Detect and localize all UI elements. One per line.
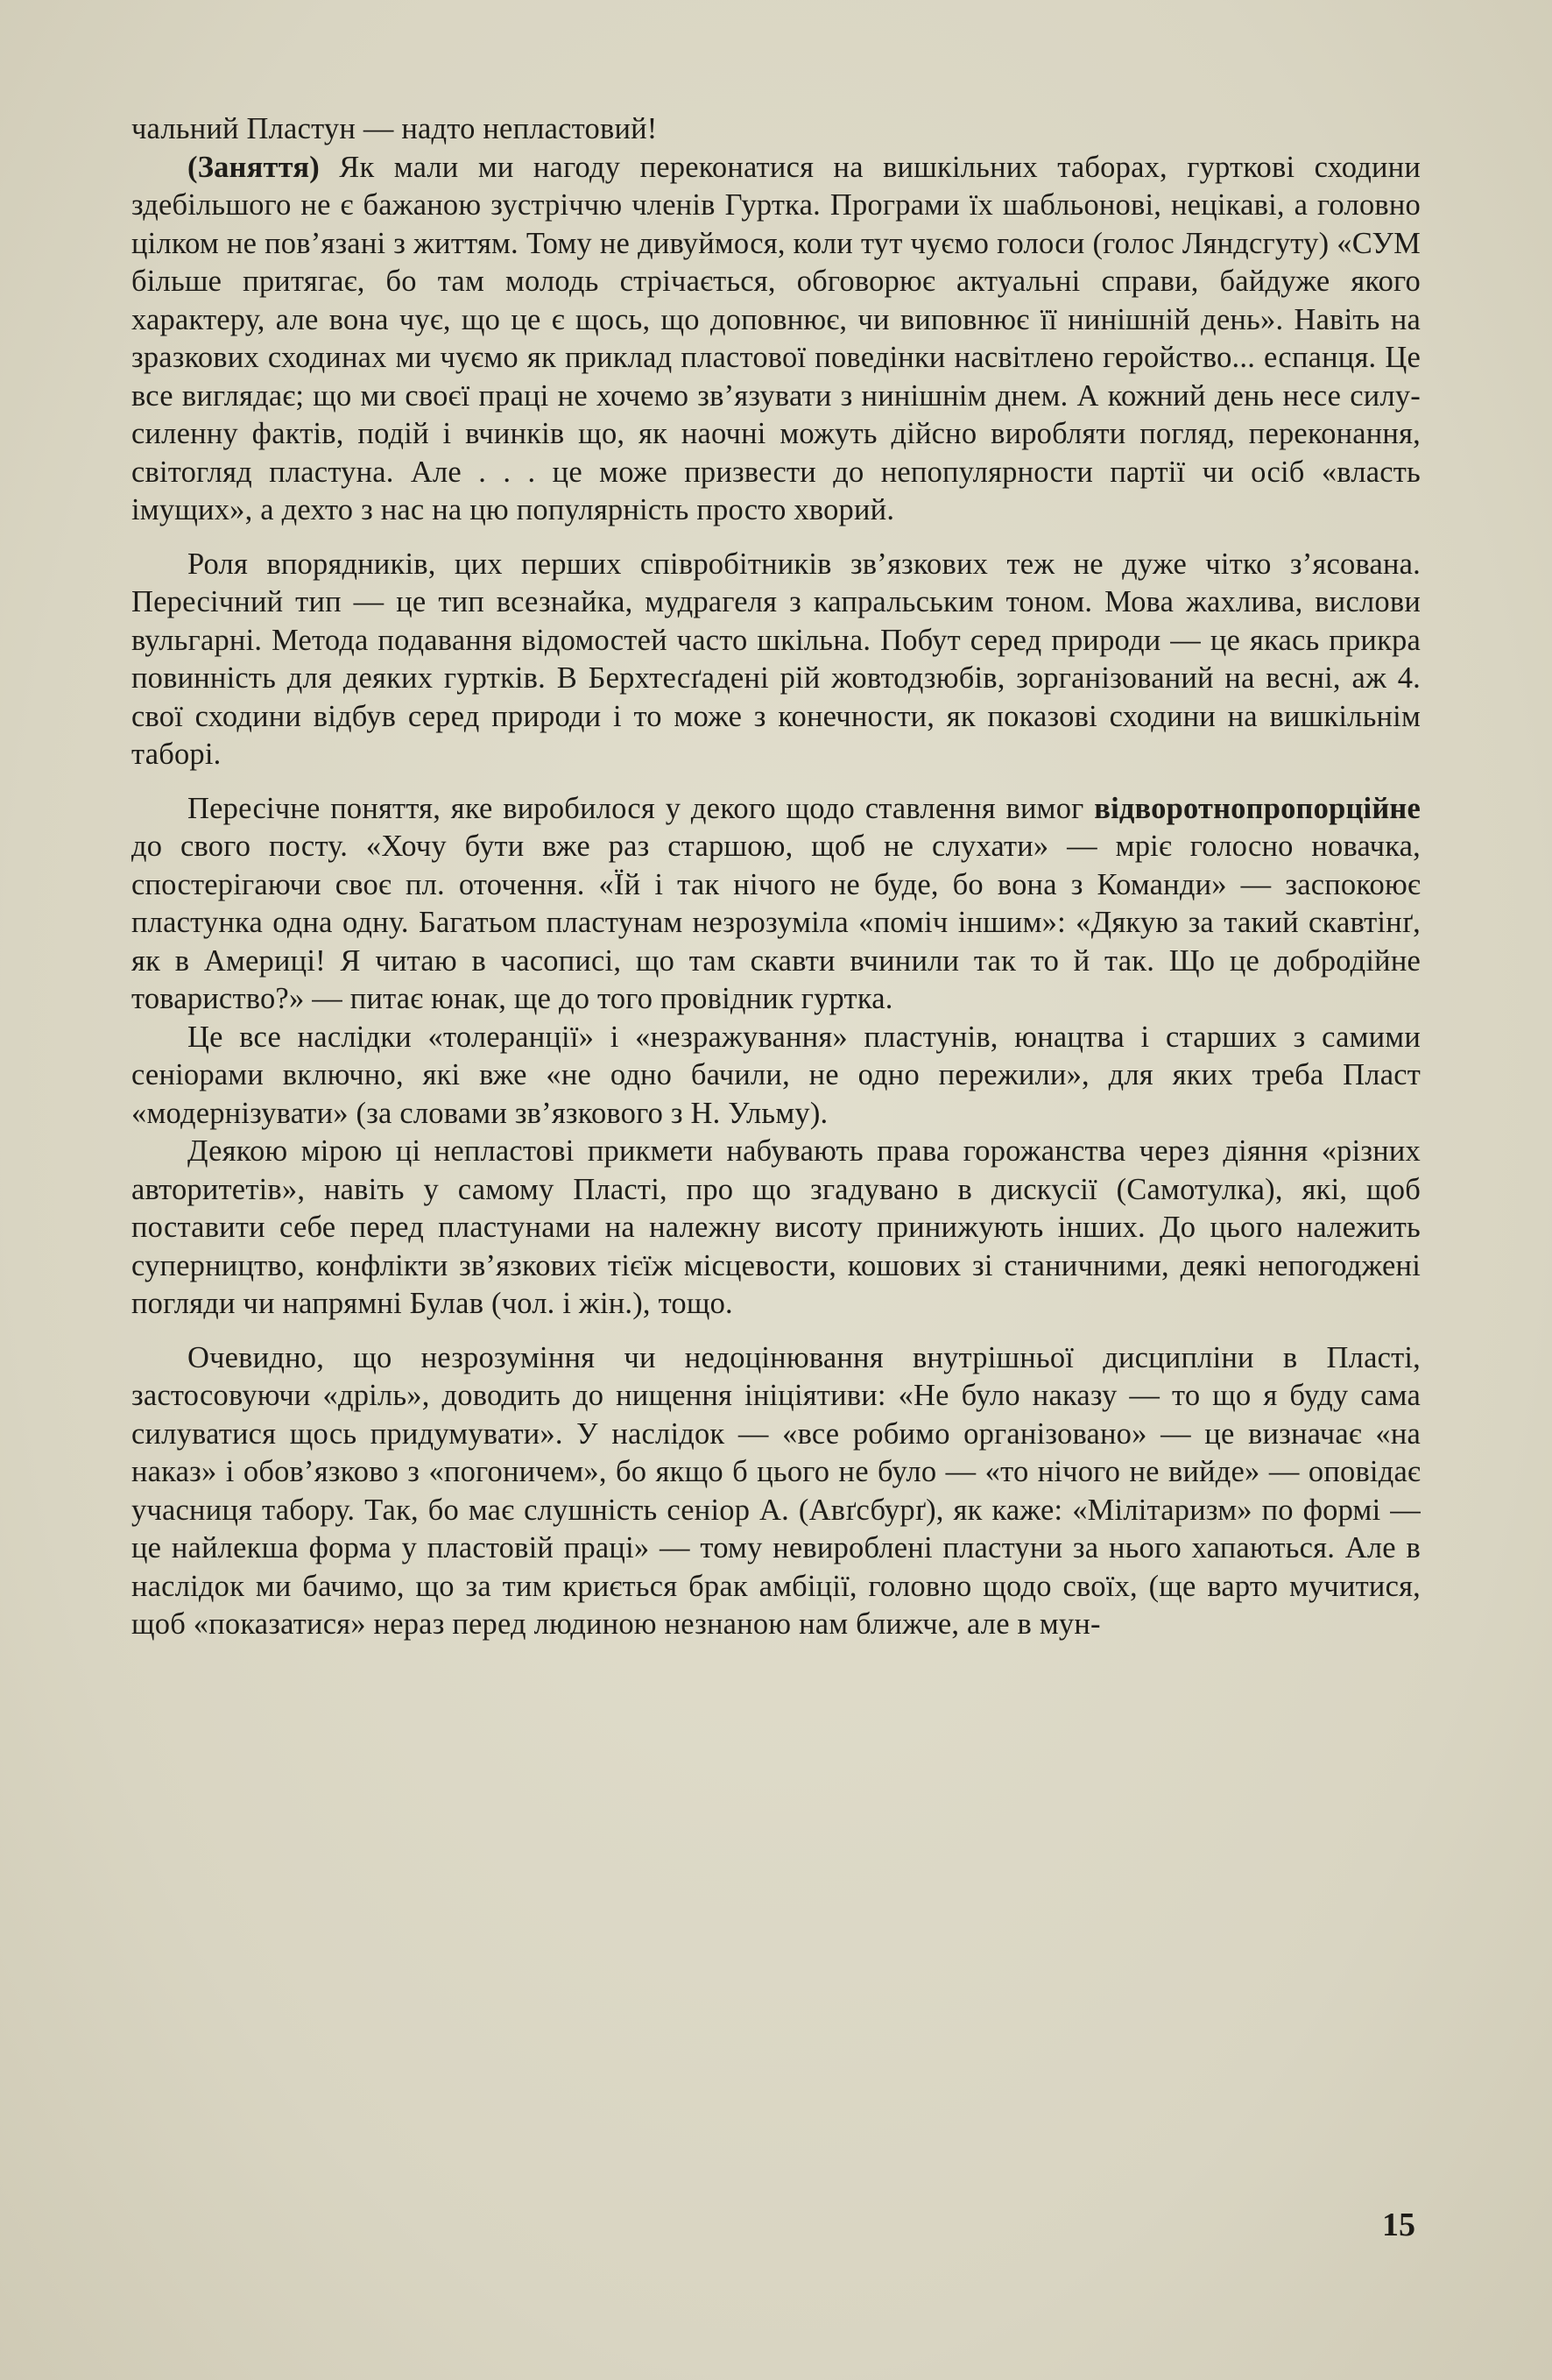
paragraph-7 [131,1339,1421,1644]
paragraph-text: Пересічне поняття, яке виробилося у декого щодо ставлення вимог [187,791,1095,825]
page-number: 15 [1382,2207,1415,2243]
paragraph-text: Роля впорядників, цих перших співробітників зв’язкових теж не дуже чітко з’ясована. Пересічний тип — це тип всезнайка, мудрагеля з капральським тоном. Мова жахлива, вислови вульгарні. Метода подавання відомостей часто шкільна. Побут серед природи — це якась прикра повинність для деяких гуртків. В Берхтесґадені рій жовтодзюбів, зорганізований на весні, аж 4. свої сходини відбув серед природи і то може з конечности, як показові сходини на вишкільнім таборі. [131,547,1421,771]
paragraph-4 [131,790,1421,1019]
paragraph-text: Деякою мірою ці непластові прикмети набувають права горожанства через діяння «різних авторитетів», навіть у самому Пласті, про що згадувано в дискусії (Самотулка), які, щоб поставити себе перед пластунами на належну висоту принижують інших. До цього належить суперництво, конфлікти зв’язкових тієїж місцевости, кошових зі станичними, деякі непогоджені погляди чи напрямні Булав (чол. і жін.), тощо. [131,1134,1421,1320]
paragraph-2 [131,149,1421,530]
paragraph-text: чальний Пластун — надто непластовий! [131,112,658,145]
emphasized-term: відворотнопропорційне [1094,791,1421,825]
paragraph-text: Як мали ми нагоду переконатися на вишкільних таборах, гурткові сходини здебільшого не є бажаною зустріччю членів Гуртка. Програми їх шабльонові, нецікаві, а головно цілком не пов’язані з життям. Тому не дивуймося, коли тут чуємо голоси (голос Ляндсгуту) «СУМ більше притягає, бо там молодь стрічається, обговорює актуальні справи, байдуже якого характеру, але вона чує, що це є щось, що доповнює, чи виповнює її нинішній день». Навіть на зразкових сходинах ми чуємо як приклад пластової поведінки насвітлено геройство... еспанця. Це все виглядає; що ми своєї праці не хочемо зв’язувати з нинішнім днем. А кожний день несе силу-силенну фактів, подій і вчинків що, як наочні можуть дійсно виробляти погляд, переконання, світогляд пластуна. Але . . . це може призвести до непопулярности партії чи осіб «власть імущих», а дехто з нас на цю популярність просто хворий. [131,150,1421,526]
body-text [131,110,1421,1644]
paragraph-text: Очевидно, що незрозуміння чи недоцінювання внутрішньої дисципліни в Пласті, застосовуючи «дріль», доводить до нищення ініціятиви: «Не було наказу — то що я буду сама силуватися щось придумувати». У наслідок — «все робимо організовано» — це визначає «на наказ» і обов’язково з «погоничем», бо якщо б цього не було — «то нічого не вийде» — оповідає учасниця табору. Так, бо має слушність сеніор А. (Авґсбурґ), як каже: «Мілітаризм» по формі — це найлекша форма у пластовій праці» — тому невироблені пластуни за нього хапаються. Але в наслідок ми бачимо, що за тим криється брак амбіції, головно щодо своїх, (ще варто мучитися, щоб «показатися» нераз перед людиною незнаною нам ближче, але в мун- [131,1340,1421,1641]
paragraph-5 [131,1019,1421,1134]
paragraph-3 [131,546,1421,774]
section-heading-inline: (Заняття) [187,150,320,184]
paragraph-text: Це все наслідки «толеранції» і «незражування» пластунів, юнацтва і старших з самими сеніорами включно, які вже «не одно бачили, не одно пережили», для яких треба Пласт «модернізувати» (за словами зв’язкового з Н. Ульму). [131,1020,1421,1130]
paragraph-6 [131,1133,1421,1324]
paragraph-text: до свого посту. «Хочу бути вже раз старшою, щоб не слухати» — мріє голосно новачка, спостерігаючи своє пл. оточення. «Їй і так нічого не буде, бо вона з Команди» — заспокоює пластунка одна одну. Багатьом пластунам незрозуміла «поміч іншим»: «Дякую за такий скавтінґ, як в Америці! Я читаю в часописі, що там скавти вчинили так то й так. Що це добродійне товариство?» — питає юнак, ще до того провідник гуртка. [131,830,1421,1015]
paragraph-1 [131,110,1421,149]
